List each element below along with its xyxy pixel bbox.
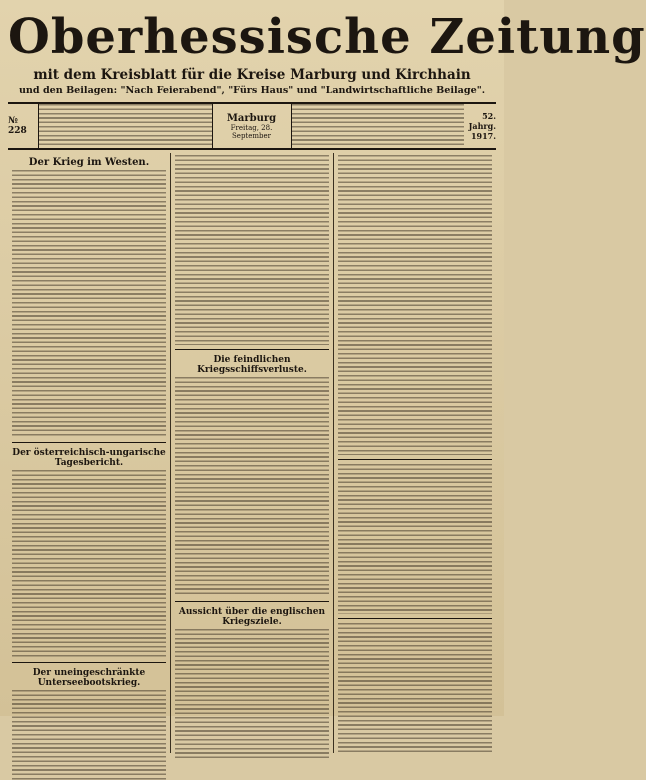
heading-kriegsschiffsverluste: Die feindlichen Kriegsschiffsverluste. — [197, 355, 307, 375]
heading-ubootkrieg: Der uneingeschränkte Unterseebootskrieg. — [32, 668, 146, 688]
advertisement-info — [292, 104, 465, 148]
article-body — [338, 464, 492, 614]
publisher-info — [38, 104, 212, 148]
divider — [338, 459, 492, 460]
divider — [12, 662, 166, 663]
article-body — [12, 690, 166, 780]
column-2 — [171, 153, 334, 753]
article-body — [338, 155, 492, 455]
dateline-date: Freitag, 28. September — [230, 123, 273, 140]
divider — [338, 618, 492, 619]
volume-year — [464, 104, 496, 148]
info-bar — [8, 102, 496, 150]
divider — [175, 601, 329, 602]
heading-krieg-im-westen: Der Krieg im Westen. — [28, 157, 150, 168]
issue-number: № 228 — [8, 116, 27, 136]
article-body — [175, 629, 329, 759]
article-body — [12, 470, 166, 658]
article-body — [338, 623, 492, 753]
column-1 — [8, 153, 171, 753]
column-3 — [334, 153, 496, 753]
heading-kriegsziele: Aussicht über die englischen Kriegsziele. — [178, 607, 326, 627]
article-body — [175, 155, 329, 345]
subtitle-beilagen: und den Beilagen: "Nach Feierabend", "Fürs Haus" und "Landwirtschaftliche Beilage". — [18, 85, 486, 96]
subtitle-kreisblatt: mit dem Kreisblatt für die Kreise Marburg und Kirchhain — [33, 67, 471, 83]
heading-oesterreich-bericht: Der österreichisch-ungarische Tagesbericht. — [12, 448, 166, 468]
divider — [175, 349, 329, 350]
masthead-title: Oberhessische Zeitung — [8, 9, 646, 65]
year-label: 1917. — [470, 131, 496, 141]
article-body — [12, 170, 166, 438]
volume-label: 52. Jahrg. — [468, 111, 496, 131]
dateline-city: Marburg — [226, 112, 277, 124]
divider — [12, 442, 166, 443]
article-columns — [8, 153, 496, 753]
article-body — [175, 377, 329, 597]
dateline — [212, 104, 292, 148]
